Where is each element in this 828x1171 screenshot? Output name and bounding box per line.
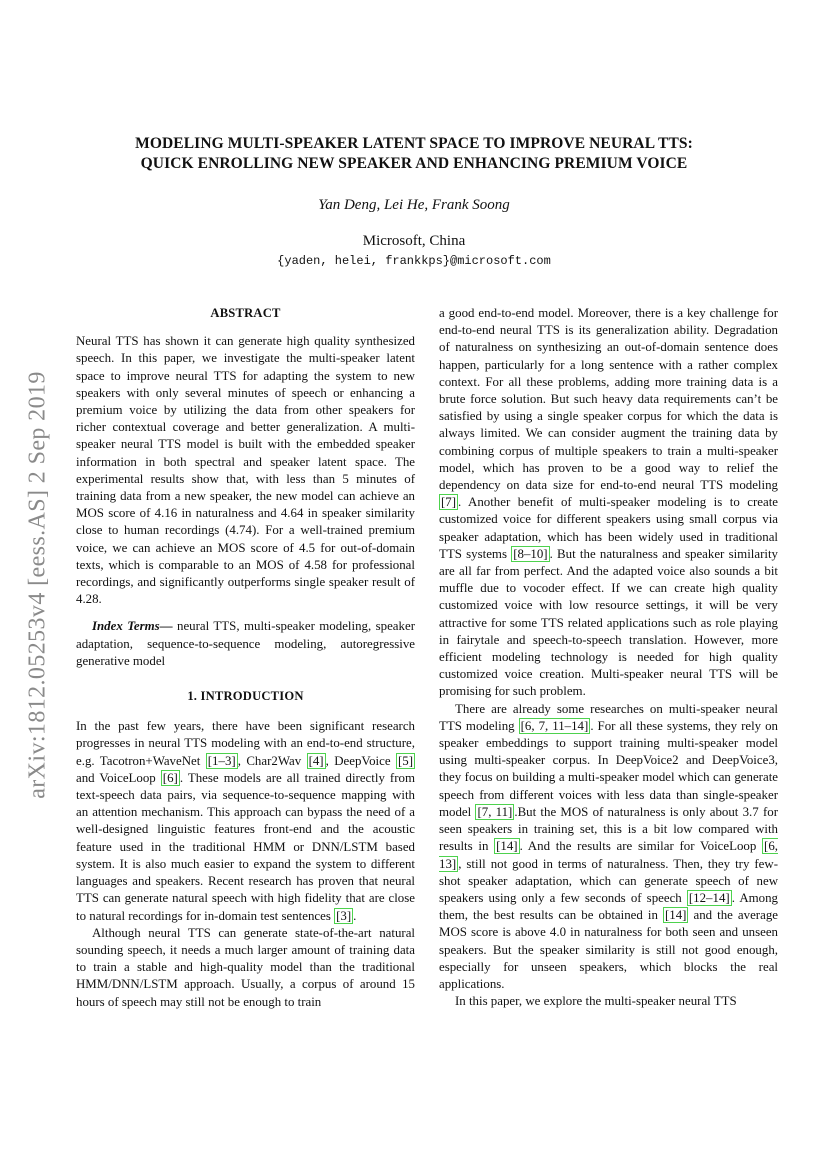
citation-link[interactable]: [6, 13] bbox=[439, 839, 778, 871]
text-run: , Char2Wav bbox=[237, 753, 307, 768]
text-run: . These models are all trained directly from text-speech data pairs, via sequence-to-sequence mapping with an attention mechanism. This approach can bypass the need of a well-designed linguistic features front-end and the acoustic feature used in the traditional HMM or DNN/LSTM based system. It is also much easier to expand the system to different languages and speakers. Recent research has proven that neural TTS can generate natural speech with high fidelity that are close to natural recordings for in-domain test sentences bbox=[76, 770, 415, 923]
right-paragraph-3: In this paper, we explore the multi-speaker neural TTS bbox=[455, 994, 737, 1009]
text-run: In the past few years, there have been significant research progresses in neural TTS modeling with an end-to-end structure, e.g. Tacotron+WaveNet bbox=[76, 719, 415, 768]
citation-link[interactable]: [7] bbox=[441, 495, 457, 510]
title-line-2: QUICK ENROLLING NEW SPEAKER AND ENHANCING PREMIUM VOICE bbox=[140, 155, 688, 172]
text-run: , still not good in terms of naturalness. Then, they try few-shot speaker adaptation, which can generate speech of new speakers using only a few seconds of speech bbox=[439, 856, 778, 905]
email: {yaden, helei, frankkps}@microsoft.com bbox=[277, 254, 551, 268]
abstract-heading: ABSTRACT bbox=[210, 306, 281, 320]
citation-link[interactable]: [8–10] bbox=[513, 546, 548, 561]
text-run: and VoiceLoop bbox=[76, 770, 161, 785]
text-run: . For all these systems, they rely on speaker embeddings to support training multi-speaker model using multi-speaker corpus. In DeepVoice2 and DeepVoice3, they focus on building a multi-speaker model which can generate speech from different voices with less data than single-speaker model bbox=[439, 718, 779, 819]
citation-link[interactable]: [1–3] bbox=[207, 753, 236, 768]
text-run: .But the MOS of naturalness is only about 3.7 for seen speakers in training set, this is a bit low compared with results in bbox=[439, 804, 778, 854]
text-run: . bbox=[353, 908, 357, 923]
affiliation: Microsoft, China bbox=[362, 233, 466, 249]
paper-title bbox=[60, 134, 768, 174]
index-terms bbox=[76, 618, 415, 670]
authors: Yan Deng, Lei He, Frank Soong bbox=[318, 197, 510, 213]
citation-link[interactable]: [3] bbox=[336, 908, 352, 923]
title-line-1: MODELING MULTI-SPEAKER LATENT SPACE TO IMPROVE NEURAL TTS: bbox=[135, 135, 693, 152]
citation-link[interactable]: [7, 11] bbox=[477, 804, 513, 819]
citation-link[interactable]: [6, 7, 11–14] bbox=[520, 718, 589, 733]
left-column bbox=[76, 305, 415, 1011]
introduction-heading: 1. INTRODUCTION bbox=[187, 689, 304, 704]
citation-link[interactable]: [12–14] bbox=[688, 890, 730, 905]
text-run: There are already some researches on multi-speaker neural TTS modeling bbox=[439, 701, 778, 733]
text-run: . But the naturalness and speaker similarity are all far from perfect. And the adapted voice also sounds a bit muffle due to vocoder effect. If we can create high quality customized voice with low resource settings, it will be very attractive for some TTS related applications such as role playing in fairytale and speech-to-speech translation. However, more efficient modeling technology is needed for high quality customized voice creation. Multi-speaker neural TTS will be promising for such problem. bbox=[439, 546, 778, 699]
abstract-text: Neural TTS has shown it can generate high quality synthesized speech. In this paper, we investigate the multi-speaker latent space to improve neural TTS for adapting the system to new speakers with only several minutes of speech or enhancing a premium voice by utilizing the data from other speakers for richer contextual coverage and better generalization. A multi-speaker neural TTS model is built with the embedded speaker information in both spectral and speaker latent space. The experimental results show that, with less than 5 minutes of training data from a new speaker, the new model can achieve an MOS score of 4.16 in naturalness and 4.64 in speaker similarity close to human recordings (4.74). For a well-trained premium voice, we can achieve an MOS score of 4.5 for out-of-domain texts, which is comparable to an MOS of 4.58 for professional recordings, and significantly outperforms single speaker result of 4.28. bbox=[76, 334, 415, 607]
index-terms-text: neural TTS, multi-speaker modeling, speaker adaptation, sequence-to-sequence modeling, autoregressive generative model bbox=[76, 619, 415, 668]
arxiv-identifier: arXiv:1812.05253v4 [eess.AS] 2 Sep 2019 bbox=[24, 371, 51, 799]
text-run: . Another benefit of multi-speaker modeling is to create customized voice for different speakers using small corpus via speaker adaptation, which has been widely used in traditional TTS systems bbox=[439, 495, 778, 561]
text-run: a good end-to-end model. Moreover, there is a key challenge for end-to-end neural TTS is its generalization ability. Degradation of naturalness on synthesizing an out-of-domain sentence does happen, particularly for a long sentence with a rather complex context. For all these problems, adding more training data is a brute force solution. But such heavy data requirements can’t be satisfied by using a single speaker corpus for which the data is always limited. We can consider augment the training data by combining corpus of multiple speakers to train a multi-speaker model, which has proven to be a good way to relief the dependency on data size for end-to-end neural TTS modeling bbox=[439, 306, 778, 493]
text-run: , DeepVoice bbox=[325, 753, 396, 768]
right-column bbox=[439, 305, 778, 1010]
text-run: . And the results are similar for VoiceLoop bbox=[519, 839, 763, 854]
index-terms-label: Index Terms— bbox=[92, 619, 173, 634]
citation-link[interactable]: [14] bbox=[664, 908, 687, 923]
text-run: and the average MOS score is above 4.0 in naturalness for both seen and unseen speakers. But the speaker similarity is still not good enough, especially for unseen speakers, which blocks the real applications. bbox=[439, 908, 778, 991]
right-paragraph-1 bbox=[439, 305, 778, 701]
citation-link[interactable]: [6] bbox=[162, 770, 178, 785]
paper-header bbox=[60, 134, 768, 268]
text-run: . Among them, the best results can be obtained in bbox=[439, 890, 778, 923]
right-paragraph-2 bbox=[439, 701, 778, 993]
citation-link[interactable]: [14] bbox=[496, 839, 518, 854]
citation-link[interactable]: [5] bbox=[397, 753, 414, 768]
intro-paragraph-1 bbox=[76, 718, 415, 924]
citation-link[interactable]: [4] bbox=[308, 753, 324, 768]
intro-paragraph-2: Although neural TTS can generate state-of-the-art natural sounding speech, it needs a much larger amount of training data to train a stable and high-quality model than the traditional HMM/DNN/LSTM approach. Usually, a corpus of around 15 hours of speech may still not be enough to train bbox=[76, 925, 415, 1009]
